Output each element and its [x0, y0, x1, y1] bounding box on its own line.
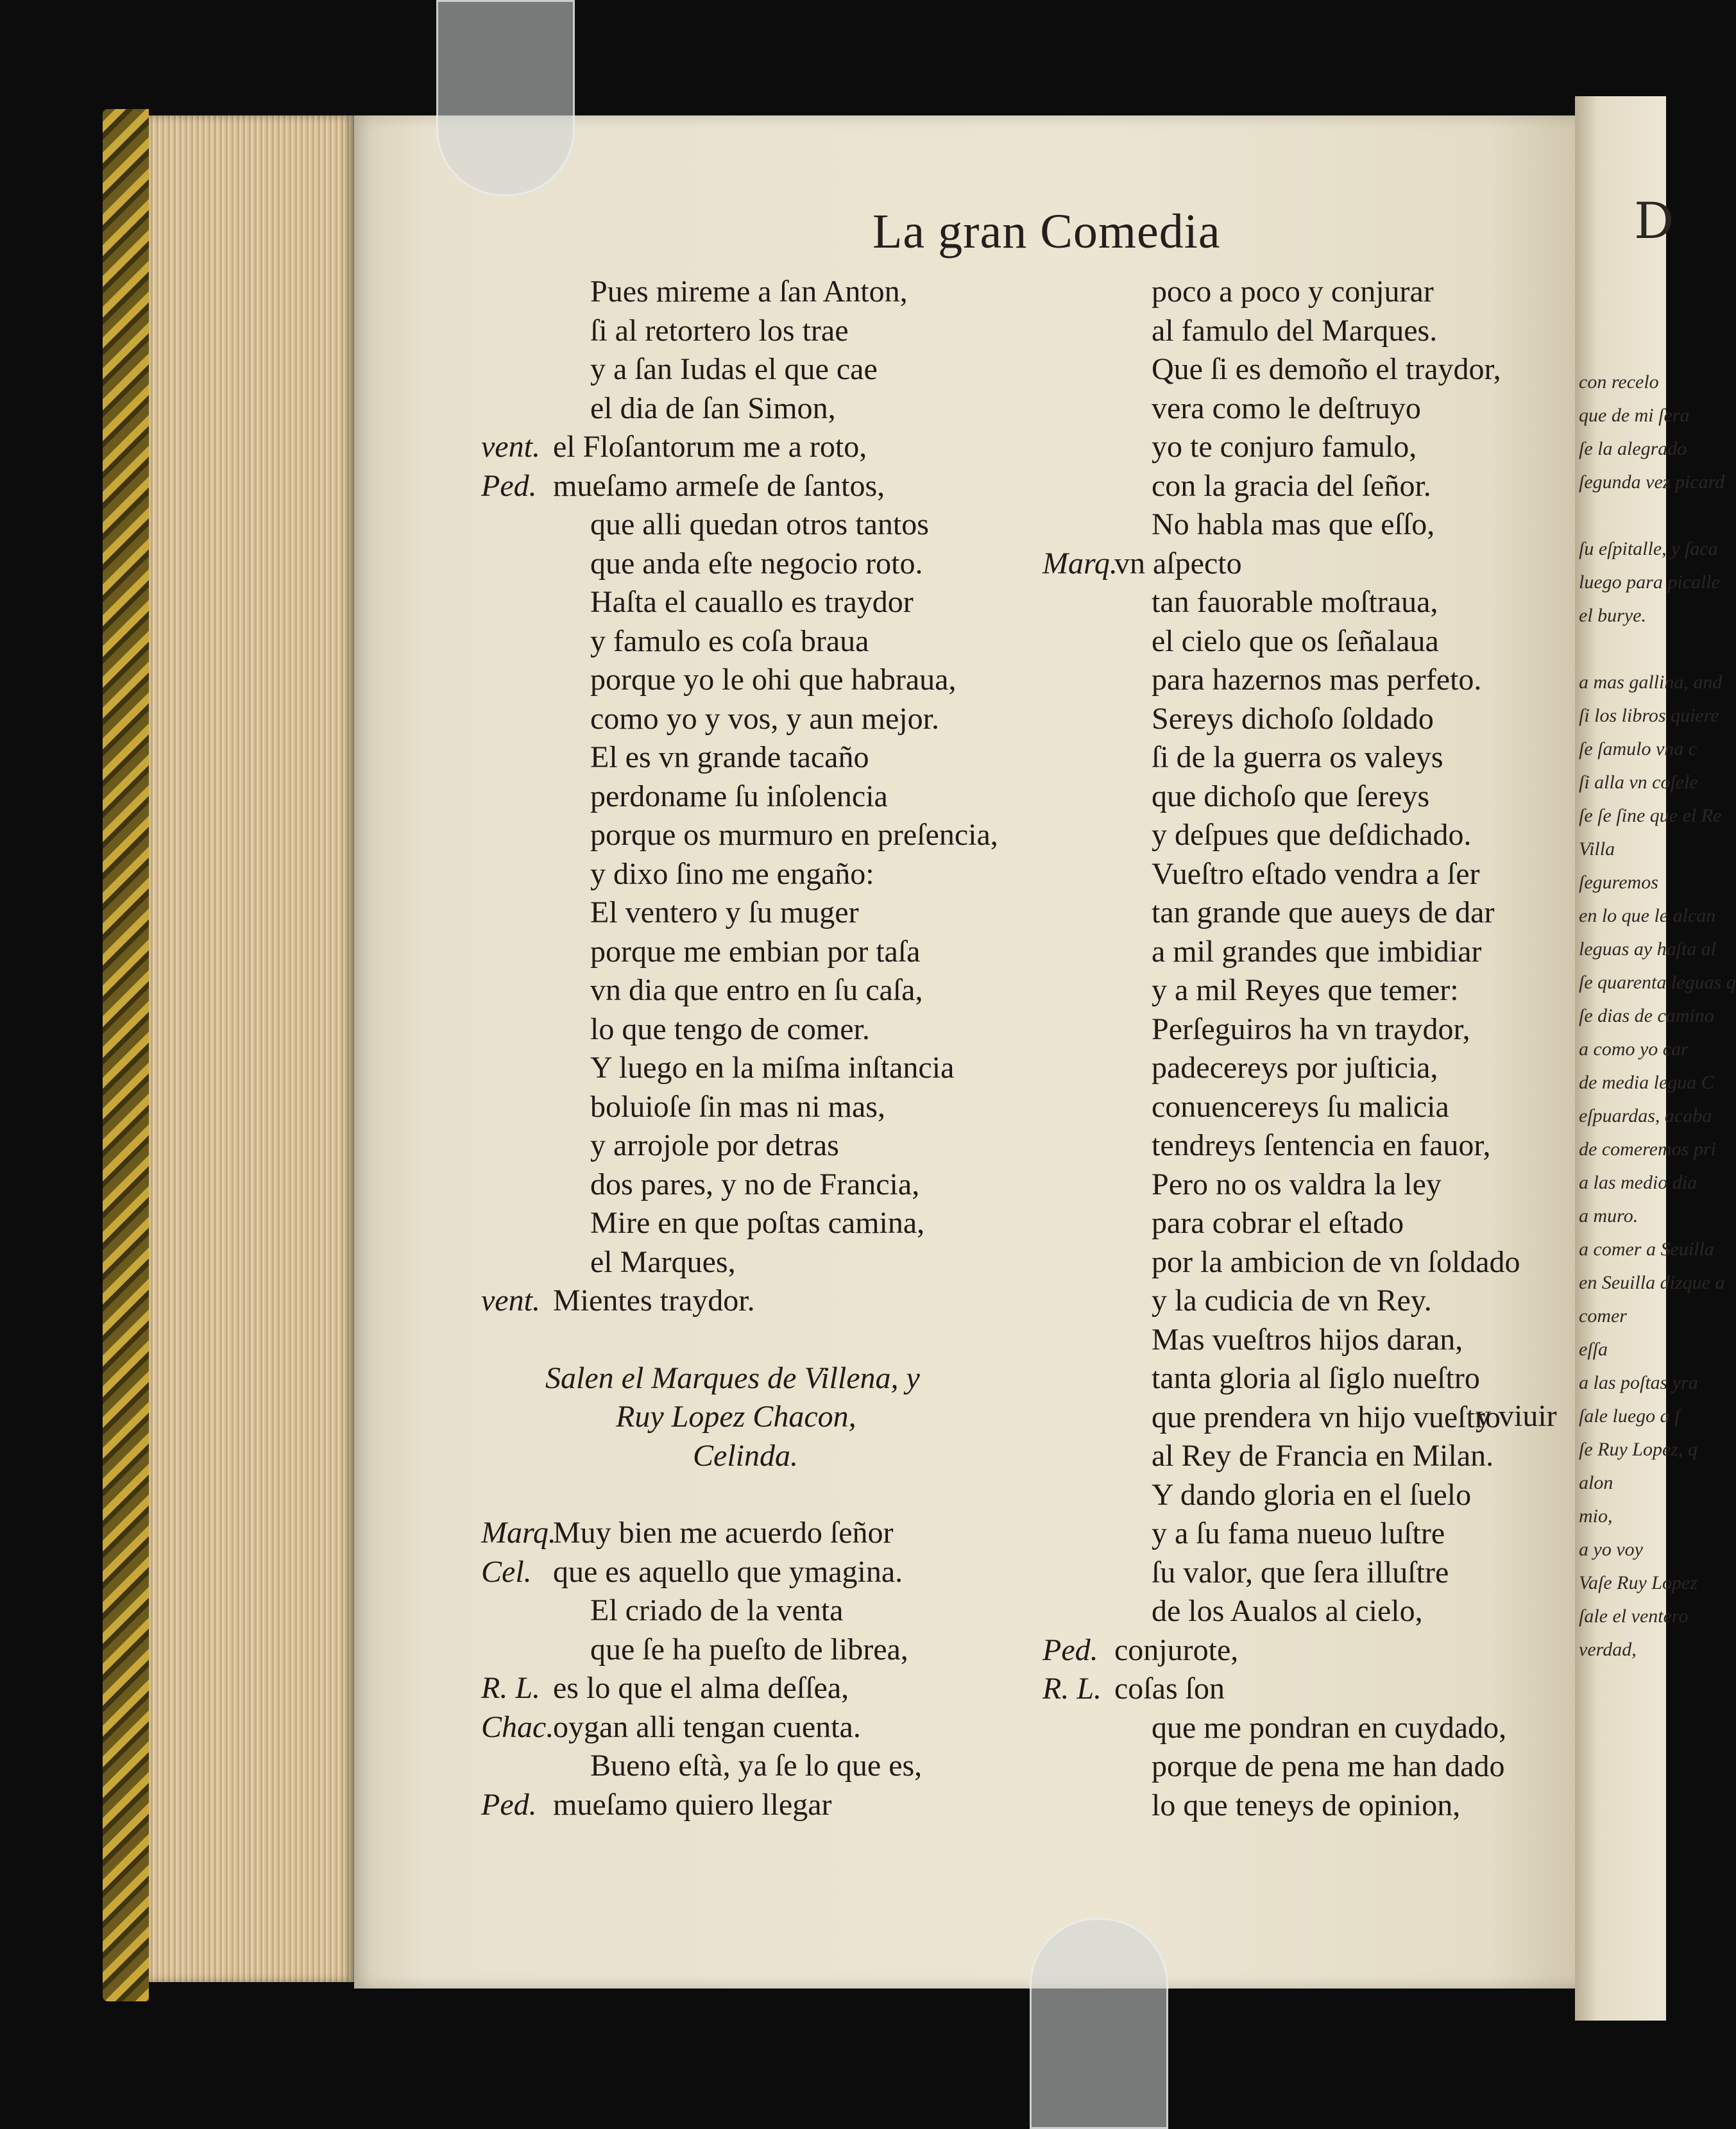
verse-text: tanta gloria al ſiglo nueſtro [1152, 1361, 1480, 1395]
book-cover-spine [103, 109, 149, 2001]
adjacent-page-fragment [1579, 499, 1669, 532]
verse-text: dos pares, y no de Francia, [590, 1167, 920, 1201]
verse-line [481, 700, 1059, 739]
verse-line [481, 661, 1059, 700]
verse-text: padecereys por juſticia, [1152, 1051, 1438, 1085]
verse-line [1042, 1514, 1569, 1554]
verse-text: tan grande que aueys de dar [1152, 895, 1495, 929]
verse-line [1042, 622, 1569, 661]
verse-text: Bueno eſtà, ya ſe lo que es, [590, 1749, 923, 1783]
verse-text: para cobrar el eſtado [1152, 1206, 1404, 1240]
page-edges [149, 115, 354, 1982]
verse-line [1042, 1243, 1569, 1282]
verse-line [1042, 777, 1569, 817]
verse-line [1042, 700, 1569, 739]
verse-text: al Rey de Francia en Milan. [1152, 1439, 1494, 1473]
verse-text: de los Aualos al cielo, [1152, 1594, 1423, 1628]
adjacent-page-fragment: ſe dias de camino [1579, 1005, 1714, 1026]
verse-text: que dichoſo que ſereys [1152, 779, 1430, 813]
verse-line [1042, 1088, 1569, 1127]
speaker-label: Cel. [481, 1554, 532, 1589]
verse-line [1042, 933, 1569, 972]
verse-text: Pues mireme a ſan Anton, [590, 275, 908, 309]
verse-line [481, 738, 1059, 777]
adjacent-page-fragment: con recelo [1579, 371, 1659, 393]
adjacent-page-fragment: en Seuilla dizque a [1579, 1272, 1725, 1293]
verse-line [481, 894, 1059, 933]
verse-text: y dixo ſino me engaño: [590, 856, 874, 891]
adjacent-page-fragment: eſſa [1579, 1339, 1608, 1360]
verse-text: mueſamo quiero llegar [553, 1787, 832, 1822]
verse-line [1042, 1554, 1569, 1593]
verse-text: al famulo del Marques. [1152, 313, 1438, 348]
adjacent-page-fragment: el burye. [1579, 605, 1646, 626]
verse-text: Mientes traydor. [553, 1284, 755, 1318]
speaker-label: Marq. [481, 1516, 556, 1550]
verse-line [481, 1049, 1059, 1088]
adjacent-page-fragment: ſu eſpitalle, y ſaca [1579, 538, 1718, 559]
adjacent-page-fragment: a comer a Seuilla [1579, 1239, 1714, 1260]
adjacent-page-fragment: verdad, [1579, 1639, 1637, 1660]
speaker-label: Marq. [1042, 546, 1118, 581]
verse-text: porque me embian por taſa [590, 934, 921, 969]
verse-line [1042, 505, 1569, 545]
adjacent-page-fragments [1579, 366, 1736, 1667]
verse-text: a mil grandes que imbidiar [1152, 934, 1482, 969]
verse-line [481, 777, 1059, 817]
verse-line [481, 933, 1059, 972]
adjacent-page-fragment: ſi los libros quiere [1579, 705, 1719, 726]
adjacent-page-fragment: de media legua C [1579, 1072, 1714, 1093]
verse-line [1042, 855, 1569, 894]
verse-text: vera como le deſtruyo [1152, 391, 1421, 425]
verse-text: poco a poco y conjurar [1152, 275, 1434, 309]
verse-text: y famulo es coſa braua [590, 623, 869, 658]
verse-line [481, 971, 1059, 1010]
verse-line [481, 1166, 1059, 1205]
verse-line [481, 1282, 1059, 1321]
verse-line [1042, 1321, 1569, 1360]
verse-text: Vueſtro eſtado vendra a ſer [1152, 856, 1480, 891]
verse-text: porque os murmuro en preſencia, [590, 818, 998, 852]
page-clip-top [436, 0, 575, 196]
verse-line [481, 1204, 1059, 1243]
verse-text: Pero no os valdra la ley [1152, 1167, 1442, 1201]
verse-line [1042, 273, 1569, 312]
adjacent-page-fragment: alon [1579, 1472, 1613, 1493]
adjacent-page-fragment: ſe quarenta leguas q [1579, 972, 1736, 993]
verse-line [1042, 1786, 1569, 1826]
verse-text: lo que teneys de opinion, [1152, 1788, 1461, 1822]
speaker-label: R. L. [1042, 1672, 1102, 1706]
adjacent-page-fragment: ſe ſe ſine que el Re [1579, 805, 1722, 826]
verse-line [1042, 1592, 1569, 1631]
verse-line [1042, 1709, 1569, 1748]
verse-text: el cielo que os ſeñalaua [1152, 623, 1439, 658]
catchword: y viuir [1476, 1399, 1557, 1433]
verse-text: y arrojole por detras [590, 1128, 839, 1162]
verse-line [481, 1631, 1059, 1670]
adjacent-page-fragment: de comeremos pri [1579, 1139, 1716, 1160]
adjacent-page-fragment [1579, 632, 1669, 666]
verse-text: que alli quedan otros tantos [590, 507, 929, 541]
verse-line [1042, 583, 1569, 622]
speaker-label: R. L. [481, 1671, 541, 1705]
verse-text: con la gracia del ſeñor. [1152, 468, 1431, 503]
verse-line [481, 1243, 1059, 1282]
speaker-label: vent. [481, 430, 540, 464]
verse-line [1042, 428, 1569, 467]
verse-line [481, 389, 1059, 428]
verse-text: para hazernos mas perfeto. [1152, 663, 1482, 697]
adjacent-page-fragment: mio, [1579, 1506, 1613, 1527]
adjacent-page-fragment: leguas ay haſta al [1579, 938, 1717, 960]
adjacent-page-fragment: a las poſtas yra [1579, 1372, 1698, 1393]
verse-line [481, 1747, 1059, 1786]
page-clip-bottom [1030, 1918, 1168, 2129]
adjacent-page-title: D [1634, 192, 1674, 250]
verse-text: El es vn grande tacaño [590, 740, 869, 774]
adjacent-page-fragment: luego para picalle [1579, 572, 1720, 593]
verse-text: perdoname ſu inſolencia [590, 779, 888, 813]
verse-line [481, 312, 1059, 351]
right-column [1042, 273, 1569, 1825]
verse-text: Perſeguiros ha vn traydor, [1152, 1012, 1470, 1046]
verse-text: por la ambicion de vn ſoldado [1152, 1244, 1520, 1279]
adjacent-page [1575, 96, 1736, 2021]
stage-direction: Salen el Marques de Villena, y [545, 1361, 920, 1395]
verse-line [1042, 738, 1569, 777]
verse-line [481, 1708, 1059, 1747]
adjacent-page-fragment: ſe Ruy Lopez, q [1579, 1439, 1698, 1460]
verse-text: coſas ſon [1114, 1672, 1225, 1706]
adjacent-page-fragment: a muro. [1579, 1205, 1638, 1226]
adjacent-page-fragment: en lo que le alcan [1579, 905, 1716, 926]
speaker-label: Ped. [481, 468, 537, 503]
verse-line [1042, 971, 1569, 1010]
verse-line [481, 545, 1059, 584]
verse-text: y a ſan Iudas el que cae [590, 352, 878, 386]
adjacent-page-fragment: Villa [1579, 838, 1615, 860]
verse-text: que anda eſte negocio roto. [590, 546, 923, 581]
verse-line [1042, 1670, 1569, 1709]
verse-text: Mas vueſtros hijos daran, [1152, 1322, 1463, 1357]
verse-text: Muy bien me acuerdo ſeñor [553, 1516, 894, 1550]
verse-text: tendreys ſentencia en fauor, [1152, 1128, 1491, 1162]
verse-line [481, 622, 1059, 661]
verse-line [1042, 1437, 1569, 1476]
verse-text: porque de pena me han dado [1152, 1749, 1505, 1783]
verse-text: Que ſi es demoño el traydor, [1152, 352, 1501, 386]
adjacent-page-fragment: Vaſe Ruy Lopez [1579, 1572, 1698, 1593]
verse-text: Mire en que poſtas camina, [590, 1206, 925, 1240]
running-header: La gran Comedia [872, 205, 1221, 259]
verse-text: Y luego en la miſma inſtancia [590, 1051, 955, 1085]
speaker-label: Ped. [1042, 1633, 1098, 1667]
verse-text: Sereys dichoſo ſoldado [1152, 701, 1434, 736]
verse-line [1042, 1359, 1569, 1398]
adjacent-page-fragment: a las medio dia [1579, 1172, 1698, 1193]
verse-line [481, 1088, 1059, 1127]
verse-line [481, 1669, 1059, 1708]
adjacent-page-fragment: ſale el ventero [1579, 1606, 1689, 1627]
adjacent-page-fragment: que de mi ſera [1579, 405, 1690, 426]
adjacent-page-fragment: eſpuardas, acaba [1579, 1105, 1712, 1126]
verse-line [1042, 1049, 1569, 1088]
stage-direction: Celinda. [693, 1438, 798, 1473]
verse-text: el Floſantorum me a roto, [553, 430, 867, 464]
stage-direction: Ruy Lopez Chacon, [616, 1400, 856, 1434]
verse-text: Haſta el cauallo es traydor [590, 585, 914, 619]
verse-text: mueſamo armeſe de ſantos, [553, 468, 885, 503]
verse-text: porque yo le ohi que habraua, [590, 663, 957, 697]
verse-line [1042, 312, 1569, 351]
verse-line [1042, 1631, 1569, 1670]
verse-text: y a mil Reyes que temer: [1152, 973, 1459, 1007]
verse-text: que es aquello que ymagina. [553, 1554, 903, 1589]
verse-text: No habla mas que eſſo, [1152, 507, 1435, 541]
verse-text: vn aſpecto [1114, 546, 1242, 581]
adjacent-page-fragment: a como yo car [1579, 1039, 1689, 1060]
verse-text: conjurote, [1114, 1633, 1239, 1667]
verse-line [1042, 1204, 1569, 1243]
verse-text: y la cudicia de vn Rey. [1152, 1284, 1432, 1318]
verse-line [481, 1591, 1059, 1631]
adjacent-page-fragment: a mas gallina, and [1579, 672, 1723, 693]
verse-line [481, 855, 1059, 894]
verse-text: oygan alli tengan cuenta. [553, 1709, 861, 1744]
verse-text: el dia de ſan Simon, [590, 391, 836, 425]
verse-text: como yo y vos, y aun mejor. [590, 701, 939, 736]
verse-line [481, 273, 1059, 312]
verse-text: el Marques, [590, 1244, 736, 1279]
speaker-label: Ped. [481, 1787, 537, 1822]
verse-line [1042, 1010, 1569, 1049]
verse-text: El criado de la venta [590, 1593, 844, 1627]
adjacent-page-fragment: ſeguremos [1579, 872, 1658, 893]
verse-line [1042, 1166, 1569, 1205]
verse-line [481, 583, 1059, 622]
adjacent-page-fragment: ſi alla vn coſele [1579, 772, 1698, 793]
verse-text: ſu valor, que ſera illuſtre [1152, 1555, 1449, 1590]
verse-text: conuencereys ſu malicia [1152, 1089, 1449, 1124]
verse-text: El ventero y ſu muger [590, 895, 859, 929]
verse-line [481, 816, 1059, 855]
verse-line [1042, 545, 1569, 584]
verse-line [481, 350, 1059, 389]
verse-text: Y dando gloria en el ſuelo [1152, 1477, 1472, 1512]
verse-line [1042, 816, 1569, 855]
verse-line [481, 505, 1059, 545]
verse-line [1042, 467, 1569, 506]
left-column [481, 273, 1059, 1824]
verse-line [1042, 1747, 1569, 1786]
verse-line [481, 467, 1059, 506]
verse-text: y deſpues que deſdichado. [1152, 818, 1472, 852]
verse-line [481, 1126, 1059, 1166]
speaker-label: vent. [481, 1284, 540, 1318]
verse-line [1042, 389, 1569, 428]
verse-line [1042, 1126, 1569, 1166]
verse-text: que ſe ha pueſto de librea, [590, 1632, 908, 1667]
verse-line [481, 1786, 1059, 1825]
verse-line [1042, 894, 1569, 933]
verse-text: ſi de la guerra os valeys [1152, 740, 1443, 774]
verse-line [1042, 1282, 1569, 1321]
verse-text: tan fauorable moſtraua, [1152, 585, 1438, 619]
verse-text: yo te conjuro famulo, [1152, 430, 1417, 464]
verse-text: y a ſu fama nueuo luſtre [1152, 1516, 1445, 1550]
adjacent-page-fragment: ſegunda vez picard [1579, 471, 1725, 493]
verse-text: que me pondran en cuydado, [1152, 1710, 1507, 1745]
verse-line [481, 1010, 1059, 1049]
verse-line [481, 1514, 1059, 1553]
verse-text: es lo que el alma deſſea, [553, 1671, 849, 1705]
verse-line [1042, 661, 1569, 700]
adjacent-page-fragment: comer [1579, 1305, 1627, 1327]
verse-line [1042, 350, 1569, 389]
adjacent-page-fragment: ſe la alegrado [1579, 438, 1687, 459]
verse-line [1042, 1476, 1569, 1515]
verse-text: boluioſe ſin mas ni mas, [590, 1089, 885, 1124]
adjacent-page-fragment: a yo voy [1579, 1539, 1643, 1560]
adjacent-page-fragment: ſe ſamulo vna c [1579, 738, 1698, 759]
verse-text: que prendera vn hijo vueſtro [1152, 1400, 1501, 1434]
verse-line [481, 1553, 1059, 1592]
verse-text: ſi al retortero los trae [590, 313, 849, 348]
verse-text: vn dia que entro en ſu caſa, [590, 973, 923, 1007]
adjacent-page-fragment: ſale luego a ſ [1579, 1405, 1680, 1427]
verse-text: lo que tengo de comer. [590, 1012, 870, 1046]
verse-line [481, 428, 1059, 467]
speaker-label: Chac. [481, 1709, 554, 1744]
